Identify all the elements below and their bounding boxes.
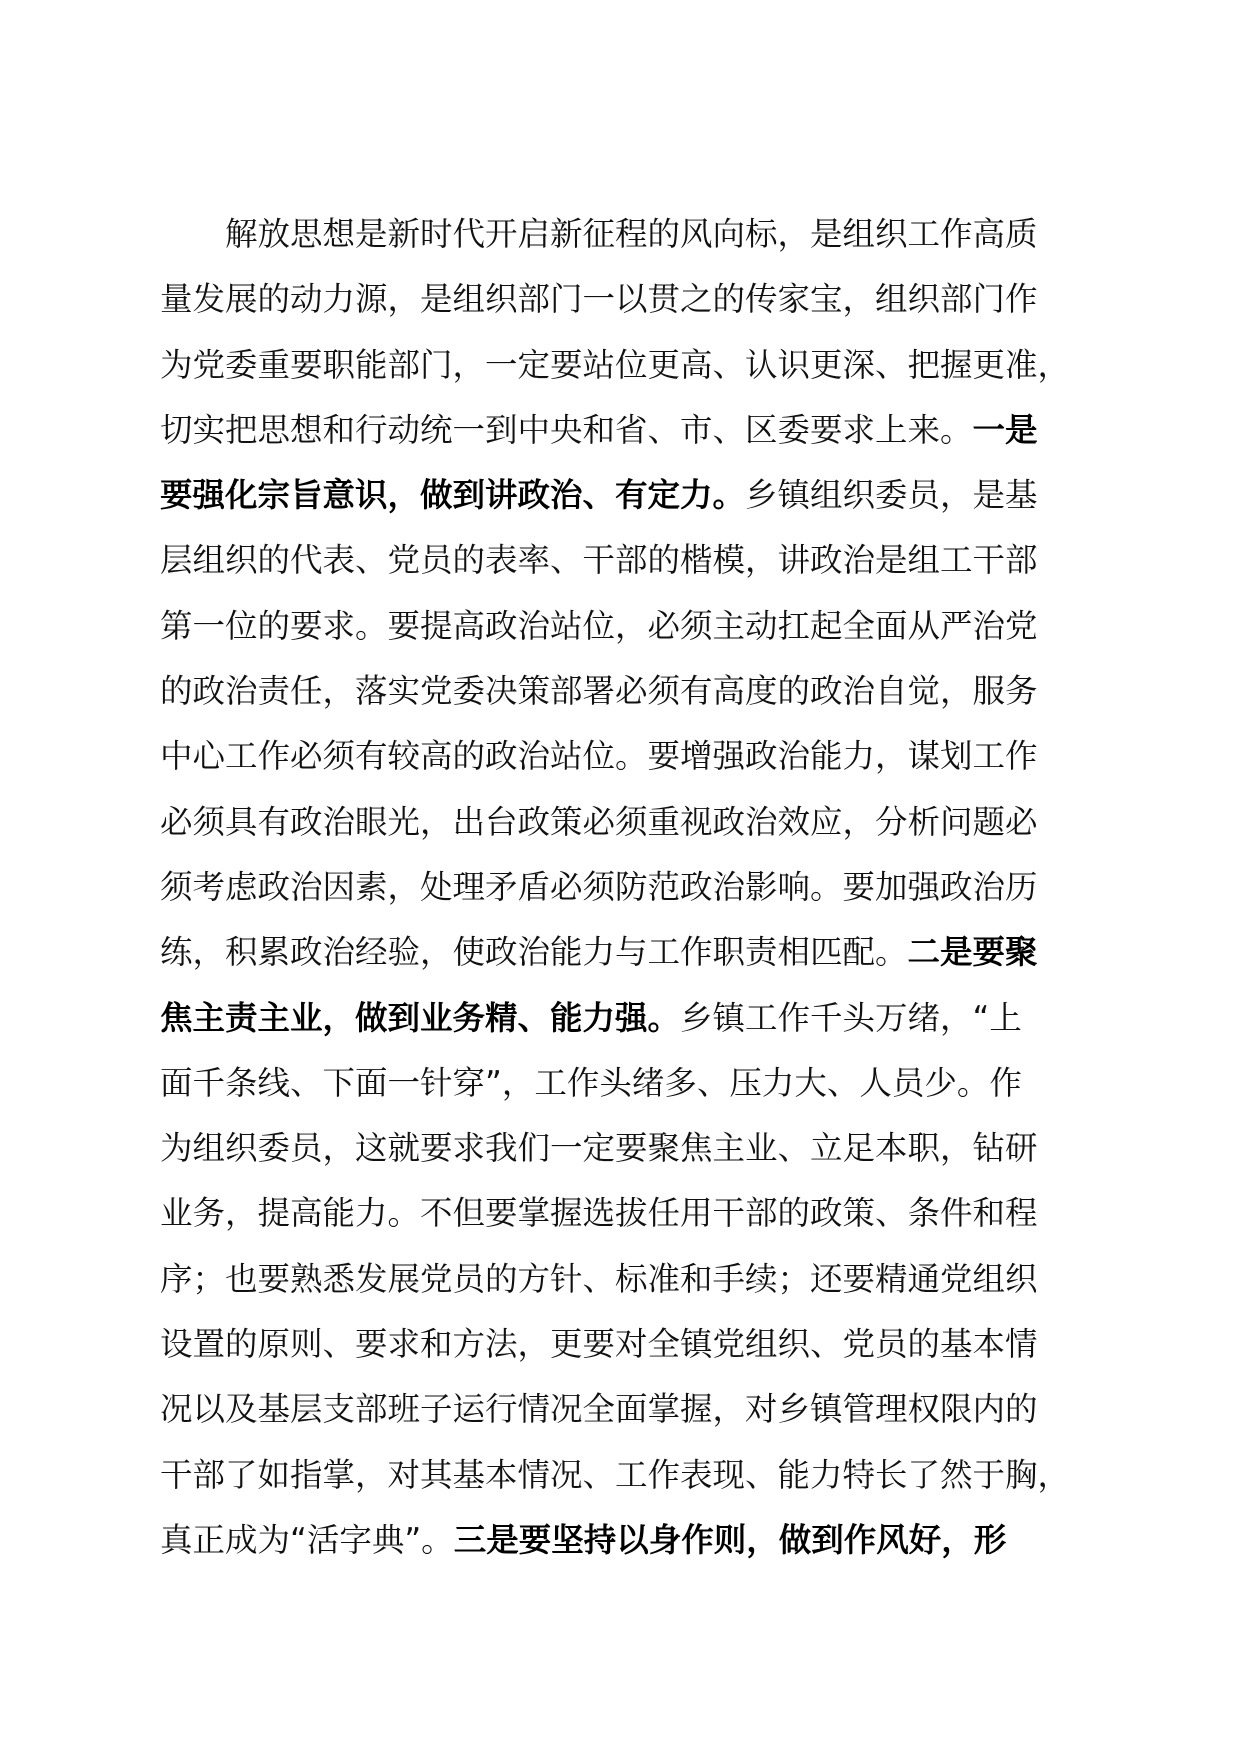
text-line: [160, 202, 1100, 267]
text-segment: 设置的原则、要求和方法，更要对全镇党组织、党员的基本情: [160, 1325, 1038, 1364]
bold-text-segment: 三是要坚持以身作则，做到作风好，形: [453, 1520, 1007, 1559]
text-line: [160, 594, 1100, 659]
text-line: [160, 1181, 1100, 1246]
text-segment: 须考虑政治因素，处理矛盾必须防范政治影响。要加强政治历: [160, 867, 1038, 906]
text-line: [160, 1443, 1100, 1508]
text-line: [160, 790, 1100, 855]
bold-text-segment: 二是要聚: [907, 933, 1038, 972]
text-segment: 乡镇组织委员，是基: [745, 476, 1038, 515]
bold-text-segment: 一是: [972, 410, 1038, 449]
text-line: [160, 1116, 1100, 1181]
text-segment: 面千条线、下面一针穿”，工作头绪多、压力大、人员少。作: [160, 1063, 1022, 1102]
text-line: [160, 1312, 1100, 1377]
text-segment: 解放思想是新时代开启新征程的风向标，是组织工作高质: [160, 215, 1038, 253]
text-line: [160, 1377, 1100, 1442]
text-segment: 为组织委员，这就要求我们一定要聚焦主业、立足本职，钻研: [160, 1129, 1038, 1168]
text-line: [160, 1051, 1100, 1116]
text-segment: 序；也要熟悉发展党员的方针、标准和手续；还要精通党组织: [160, 1259, 1038, 1298]
text-line: [160, 398, 1100, 463]
text-segment: 必须具有政治眼光，出台政策必须重视政治效应，分析问题必: [160, 802, 1038, 841]
text-line: [160, 724, 1100, 789]
bold-text-segment: 要强化宗旨意识，做到讲政治、有定力。: [160, 476, 746, 515]
text-segment: 的政治责任，落实党委决策部署必须有高度的政治自觉，服务: [160, 672, 1038, 711]
text-line: [160, 333, 1100, 398]
text-segment: 练，积累政治经验，使政治能力与工作职责相匹配。: [160, 933, 908, 972]
text-line: [160, 855, 1100, 920]
text-line: [160, 1508, 1100, 1573]
text-segment: 层组织的代表、党员的表率、干部的楷模，讲政治是组工干部: [160, 541, 1038, 580]
text-segment: 切实把思想和行动统一到中央和省、市、区委要求上来。: [160, 410, 973, 449]
text-segment: 真正成为“活字典”。: [160, 1520, 454, 1559]
text-segment: 量发展的动力源，是组织部门一以贯之的传家宝，组织部门作: [160, 280, 1038, 319]
text-segment: 为党委重要职能部门，一定要站位更高、认识更深、把握更准，: [160, 345, 1071, 384]
text-line: [160, 528, 1100, 593]
text-segment: 干部了如指掌，对其基本情况、工作表现、能力特长了然于胸，: [160, 1455, 1071, 1494]
text-segment: 中心工作必须有较高的政治站位。要增强政治能力，谋划工作: [160, 737, 1038, 776]
text-line: [160, 986, 1100, 1051]
text-segment: 况以及基层支部班子运行情况全面掌握，对乡镇管理权限内的: [160, 1390, 1038, 1429]
text-line: [160, 463, 1100, 528]
text-segment: 乡镇工作千头万绪，“上: [680, 998, 1022, 1037]
text-line: [160, 659, 1100, 724]
text-line: [160, 1247, 1100, 1312]
body-paragraph: [160, 202, 1100, 1573]
text-segment: 业务，提高能力。不但要掌握选拔任用干部的政策、条件和程: [160, 1194, 1038, 1233]
text-line: [160, 920, 1100, 985]
text-segment: 第一位的要求。要提高政治站位，必须主动扛起全面从严治党: [160, 606, 1038, 645]
bold-text-segment: 焦主责主业，做到业务精、能力强。: [160, 998, 681, 1037]
text-line: [160, 267, 1100, 332]
